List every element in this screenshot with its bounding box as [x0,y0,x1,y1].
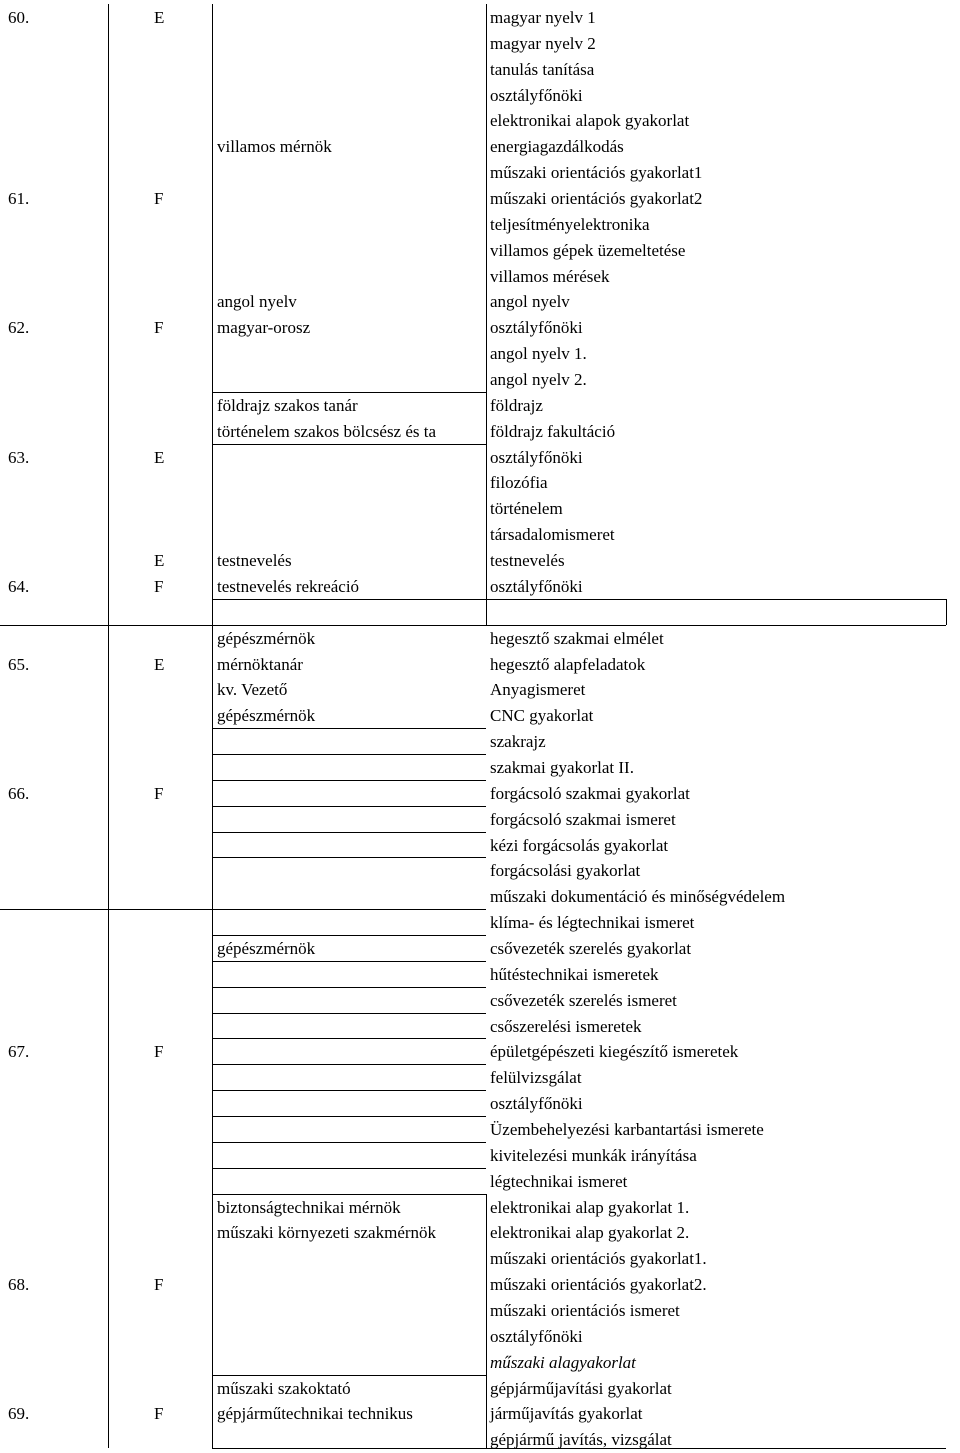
group-separator [212,1168,486,1169]
subject-cell: épületgépészeti kiegészítő ismeretek [490,1042,739,1062]
subject-cell: szakmai gyakorlat II. [490,757,634,777]
row-code-cell: F [154,783,164,803]
subject-cell: csővezeték szerelés gyakorlat [490,938,692,958]
subject-cell: légtechnikai ismeret [490,1171,628,1191]
subject-cell: elektronikai alap gyakorlat 1. [490,1197,690,1217]
teacher-cell: gépészmérnök [217,706,316,726]
group-separator [212,987,486,988]
teacher-cell: testnevelés [217,551,292,571]
teacher-cell: gépészmérnök [217,938,316,958]
subject-cell: klíma- és légtechnikai ismeret [490,913,695,933]
subject-cell: osztályfőnöki [490,318,583,338]
row-number-cell: 67. [8,1042,30,1062]
subject-cell: tanulás tanítása [490,59,595,79]
row-code-cell: E [154,654,165,674]
teacher-cell: gépészmérnök [217,628,316,648]
subject-cell: műszaki alagyakorlat [490,1352,636,1372]
row-code-cell: F [154,1275,164,1295]
group-separator [212,806,486,807]
teacher-cell: kv. Vezető [217,680,288,700]
teacher-cell: testnevelés rekreáció [217,576,360,596]
group-separator [212,857,486,858]
subject-cell: műszaki dokumentáció és minőségvédelem [490,887,786,907]
teacher-cell: angol nyelv [217,292,297,312]
row-number-cell: 64. [8,576,30,596]
table-bottom [212,1448,946,1449]
subject-cell: szakrajz [490,732,546,752]
subject-cell: járműjavítás gyakorlat [490,1404,643,1424]
subject-cell: forgácsoló szakmai gyakorlat [490,783,690,803]
subject-cell: csőszerelési ismeretek [490,1016,642,1036]
teacher-cell: biztonságtechnikai mérnök [217,1197,401,1217]
subject-cell: osztályfőnöki [490,85,583,105]
subject-cell: elektronikai alapok gyakorlat [490,111,690,131]
subject-cell: társadalomismeret [490,525,615,545]
subject-cell: Anyagismeret [490,680,586,700]
teacher-cell: mérnöktanár [217,654,303,674]
subject-cell: műszaki orientációs gyakorlat2. [490,1275,707,1295]
subject-cell: kivitelezési munkák irányítása [490,1145,697,1165]
group-separator [212,1038,486,1039]
column-divider [212,4,213,1448]
group-separator [212,1375,486,1376]
row-number-cell: 60. [8,8,30,27]
subject-cell: angol nyelv 1. [490,344,587,364]
group-separator [212,935,486,936]
group-separator [212,444,486,445]
subject-cell: földrajz [490,395,543,415]
table-edge [946,599,947,625]
group-separator [0,625,946,626]
subject-cell: műszaki orientációs gyakorlat2 [490,189,703,209]
group-separator [212,909,486,910]
subject-cell: filozófia [490,473,548,493]
group-separator [212,961,486,962]
subject-cell: gépjárműjavítási gyakorlat [490,1378,672,1398]
column-divider [108,4,109,1448]
subject-cell: osztályfőnöki [490,1326,583,1346]
subject-cell: elektronikai alap gyakorlat 2. [490,1223,690,1243]
subject-cell: magyar nyelv 1 [490,8,596,27]
row-code-cell: E [154,8,165,27]
subject-cell: műszaki orientációs gyakorlat1 [490,163,703,183]
teacher-cell: villamos mérnök [217,137,332,157]
row-number-cell: 68. [8,1275,30,1295]
group-separator [212,1194,486,1195]
subject-cell: Üzembehelyezési karbantartási ismerete [490,1119,764,1139]
group-separator [212,1064,486,1065]
teacher-cell: gépjárműtechnikai technikus [217,1404,413,1424]
subject-cell: osztályfőnöki [490,576,583,596]
subject-cell: teljesítményelektronika [490,214,650,234]
row-number-cell: 63. [8,447,30,467]
row-number-cell: 66. [8,783,30,803]
teacher-cell: műszaki környezeti szakmérnök [217,1223,437,1243]
group-separator [212,1142,486,1143]
teacher-cell: magyar-orosz [217,318,311,338]
subject-cell: angol nyelv 2. [490,370,587,390]
teacher-cell: műszaki szakoktató [217,1378,351,1398]
group-separator [212,754,486,755]
row-number-cell: 69. [8,1404,30,1424]
subject-cell: CNC gyakorlat [490,706,594,726]
row-number-cell: 62. [8,318,30,338]
group-separator [0,909,212,910]
subject-cell: villamos mérések [490,266,610,286]
row-code-cell: F [154,1042,164,1062]
group-separator [212,1013,486,1014]
subject-cell: csővezeték szerelés ismeret [490,990,677,1010]
row-code-cell: F [154,576,164,596]
subject-cell: földrajz fakultáció [490,421,616,441]
group-separator [212,1116,486,1117]
subject-cell: kézi forgácsolás gyakorlat [490,835,669,855]
subject-cell: forgácsoló szakmai ismeret [490,809,676,829]
row-number-cell: 65. [8,654,30,674]
subject-cell: műszaki orientációs gyakorlat1. [490,1249,707,1269]
group-separator [212,780,486,781]
row-code-cell: F [154,189,164,209]
row-code-cell: F [154,318,164,338]
subject-cell: villamos gépek üzemeltetése [490,240,686,260]
subject-cell: forgácsolási gyakorlat [490,861,641,881]
subject-cell: felülvizsgálat [490,1068,582,1088]
column-divider [486,1194,487,1448]
group-separator [212,392,486,393]
row-code-cell: F [154,1404,164,1424]
group-separator [212,728,486,729]
teacher-cell: földrajz szakos tanár [217,395,358,415]
subject-cell: osztályfőnöki [490,1094,583,1114]
subject-cell: energiagazdálkodás [490,137,624,157]
subject-cell: testnevelés [490,551,565,571]
subject-cell: angol nyelv [490,292,570,312]
subject-cell: hegesztő szakmai elmélet [490,628,664,648]
subject-cell: történelem [490,499,563,519]
group-separator [212,1090,486,1091]
column-divider [486,4,487,625]
subject-cell: magyar nyelv 2 [490,33,596,53]
subject-cell: műszaki orientációs ismeret [490,1301,680,1320]
group-separator [212,832,486,833]
group-separator [212,599,946,600]
row-code-cell: E [154,551,165,571]
teacher-cell: történelem szakos bölcsész és ta [217,421,437,441]
subject-cell: hűtéstechnikai ismeretek [490,964,659,984]
row-code-cell: E [154,447,165,467]
subject-cell: hegesztő alapfeladatok [490,654,646,674]
subject-cell: gépjármű javítás, vizsgálat [490,1430,672,1450]
row-number-cell: 61. [8,189,30,209]
subject-cell: osztályfőnöki [490,447,583,467]
